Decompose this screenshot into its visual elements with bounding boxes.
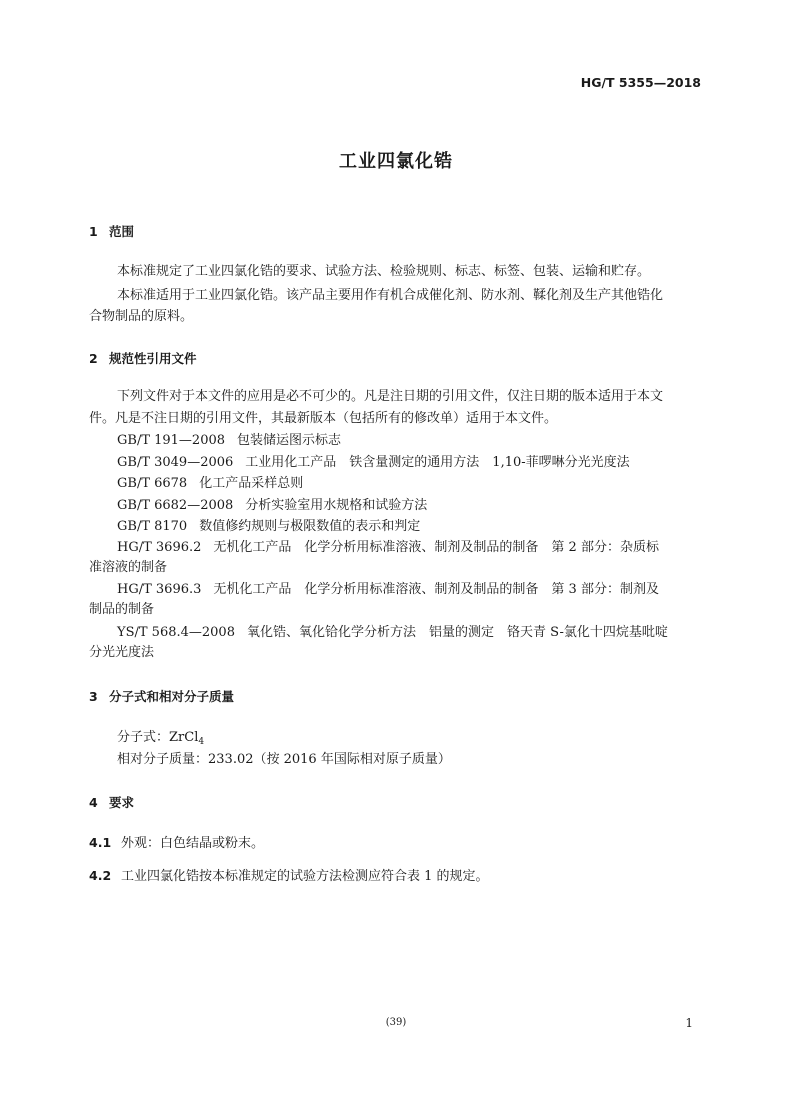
section-number: 3: [89, 689, 98, 704]
section-4-heading: [89, 793, 134, 811]
reference-code: YS/T 568.4—2008: [117, 625, 235, 640]
reference-item: [117, 453, 630, 473]
section-title: 分子式和相对分子质量: [109, 689, 235, 704]
reference-code: HG/T 3696.3: [117, 582, 202, 597]
paragraph: 本标准规定了工业四氯化锆的要求、试验方法、检验规则、标志、标签、包装、运输和贮存。: [117, 264, 651, 279]
section-title: 范围: [109, 224, 135, 239]
clause-4-1: [89, 832, 264, 851]
clause-number: 4.2: [89, 868, 112, 883]
section-3-heading: [89, 687, 234, 705]
reference-item: [117, 538, 659, 558]
clause-number: 4.1: [89, 835, 112, 850]
footer-sequence-number: (39): [385, 1017, 407, 1028]
section-1-heading: [89, 222, 134, 240]
reference-item: [117, 580, 659, 600]
reference-code: HG/T 3696.2: [117, 540, 202, 555]
formula-subscript: 4: [198, 737, 205, 747]
reference-item: [117, 474, 303, 494]
paragraph: 本标准适用于工业四氯化锆。该产品主要用作有机合成催化剂、防水剂、鞣化剂及生产其他锆化: [117, 288, 664, 303]
reference-title: 包装储运图示标志: [237, 433, 342, 448]
reference-code: GB/T 191—2008: [117, 433, 226, 448]
reference-title: 无机化工产品 化学分析用标准溶液、制剂及制品的制备 第 2 部分：杂质标: [213, 540, 659, 555]
reference-item: [117, 623, 668, 643]
molecular-mass: 相对分子质量：233.02（按 2016 年国际相对原子质量）: [117, 752, 451, 767]
reference-item: [117, 431, 341, 451]
reference-continuation: 准溶液的制备: [89, 560, 168, 575]
reference-title: 数值修约规则与极限数值的表示和判定: [199, 519, 421, 534]
reference-title: 工业用化工产品 铁含量测定的通用方法 1,10-菲啰啉分光光度法: [245, 455, 630, 470]
reference-code: GB/T 6682—2008: [117, 498, 234, 513]
reference-title: 化工产品采样总则: [199, 476, 304, 491]
reference-title: 氧化锆、氧化铪化学分析方法 铝量的测定 铬天青 S-氯化十四烷基吡啶: [246, 625, 668, 640]
reference-item: [117, 496, 427, 516]
reference-continuation: 分光光度法: [89, 645, 155, 660]
standard-code: HG/T 5355—2018: [580, 75, 701, 90]
document-title: 工业四氯化锆: [339, 151, 453, 172]
reference-item: [117, 517, 420, 537]
section-title: 要求: [109, 795, 135, 810]
section-2-heading: [89, 349, 197, 367]
page-number: 1: [685, 1016, 693, 1030]
section-number: 2: [89, 351, 98, 366]
clause-4-2: [89, 865, 489, 884]
reference-code: GB/T 3049—2006: [117, 455, 234, 470]
reference-code: GB/T 8170: [117, 519, 188, 534]
reference-continuation: 制品的制备: [89, 602, 155, 617]
reference-code: GB/T 6678: [117, 476, 188, 491]
section-number: 1: [89, 224, 98, 239]
section-number: 4: [89, 795, 98, 810]
paragraph-continuation: 合物制品的原料。: [89, 309, 194, 324]
paragraph: 下列文件对于本文件的应用是必不可少的。凡是注日期的引用文件，仅注日期的版本适用于本文: [117, 389, 664, 404]
clause-text: 工业四氯化锆按本标准规定的试验方法检测应符合表 1 的规定。: [121, 869, 489, 884]
paragraph-continuation: 件。凡是不注日期的引用文件，其最新版本（包括所有的修改单）适用于本文件。: [89, 411, 558, 426]
section-title: 规范性引用文件: [109, 351, 197, 366]
reference-title: 无机化工产品 化学分析用标准溶液、制剂及制品的制备 第 3 部分：制剂及: [213, 582, 659, 597]
reference-title: 分析实验室用水规格和试验方法: [245, 498, 428, 513]
formula-label: 分子式：: [117, 730, 170, 745]
formula-value: ZrCl: [169, 730, 199, 745]
clause-text: 外观：白色结晶或粉末。: [121, 836, 265, 851]
molecular-formula: [117, 728, 204, 752]
